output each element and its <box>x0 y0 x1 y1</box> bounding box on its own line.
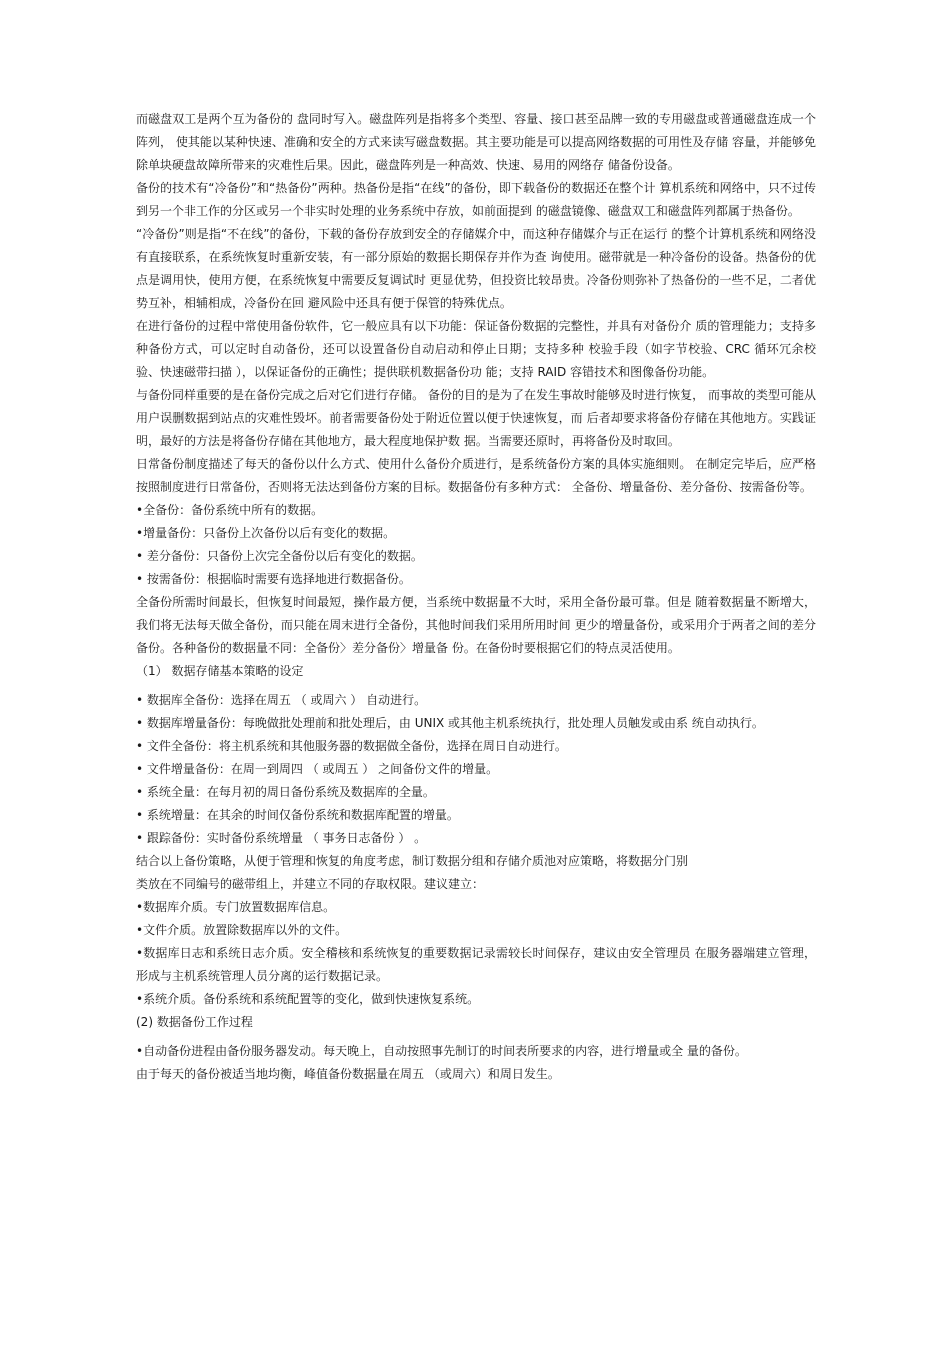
paragraph: 而磁盘双工是两个互为备份的 盘同时写入。磁盘阵列是指将多个类型、容量、接口甚至品牌一致的专用磁盘或普通磁盘连成一个阵列， 使其能以某种快速、准确和安全的方式来读写磁盘数据。其主要功能是可以提高网络数据的可用性及存储 容量，并能够免除单块硬盘故障所带来的灾难性后果。因此，磁盘阵列是一种高效、快速、易用的网络存 储备份设备。 <box>136 112 816 172</box>
list-item: （1） 数据存储基本策略的设定 <box>136 664 304 678</box>
list-item: • 按需备份：根据临时需要有选择地进行数据备份。 <box>136 572 411 586</box>
list-item: • 文件增量备份：在周一到周四 （ 或周五 ） 之间备份文件的增量。 <box>136 762 499 776</box>
list-item: • 差分备份：只备份上次完全备份以后有变化的数据。 <box>136 549 423 563</box>
list-item: • 系统增量：在其余的时间仅备份系统和数据库配置的增量。 <box>136 808 459 822</box>
list-item: (2) 数据备份工作过程 <box>136 1015 253 1029</box>
paragraph: 备份的技术有“冷备份”和“热备份”两种。热备份是指“在线”的备份，即下载备份的数据还在整个计 算机系统和网络中，只不过传到另一个非工作的分区或另一个非实时处理的业务系统中存放，如前面提到 的磁盘镜像、磁盘双工和磁盘阵列都属于热备份。 <box>136 181 816 218</box>
list-item: •数据库介质。专门放置数据库信息。 <box>136 900 336 914</box>
paragraph: “冷备份”则是指“不在线”的备份，下载的备份存放到安全的存储媒介中，而这种存储媒介与正在运行 的整个计算机系统和网络没有直接联系，在系统恢复时重新安装，有一部分原始的数据长期保存并作为查 询使用。磁带就是一种冷备份的设备。热备份的优点是调用快，使用方便，在系统恢复中需要反复调试时 更显优势，但投资比较昂贵。冷备份则弥补了热备份的一些不足，二者优势互补，相辅相成，冷备份在回 避风险中还具有便于保管的特殊优点。 <box>136 227 816 310</box>
paragraph: 在进行备份的过程中常使用备份软件，它一般应具有以下功能：保证备份数据的完整性，并具有对备份介 质的管理能力；支持多种备份方式，可以定时自动备份，还可以设置备份自动启动和停止日期；支持多种 校验手段（如字节校验、CRC 循环冗余校验、快速磁带扫描 ），以保证备份的正确性；提供联机数据备份功 能；支持 RAID 容错技术和图像备份功能。 <box>136 319 816 379</box>
list-item: 结合以上备份策略，从便于管理和恢复的角度考虑，制订数据分组和存储介质池对应策略，将数据分门别 <box>136 854 689 868</box>
paragraph: 日常备份制度描述了每天的备份以什么方式、使用什么备份介质进行，是系统备份方案的具体实施细则。 在制定完毕后，应严格按照制度进行日常备份，否则将无法达到备份方案的目标。数据备份有多种方式： 全备份、增量备份、差分备份、按需备份等。 <box>136 457 816 494</box>
list-item: •增量备份：只备份上次备份以后有变化的数据。 <box>136 526 396 540</box>
list-item: 类放在不同编号的磁带组上，并建立不同的存取权限。建议建立： <box>136 877 485 891</box>
paragraph: 全备份所需时间最长，但恢复时间最短，操作最方便，当系统中数据量不大时，采用全备份最可靠。但是 随着数据量不断增大，我们将无法每天做全备份，而只能在周末进行全备份，其他时间我们采用所用时间 更少的增量备份，或采用介于两者之间的差分备份。各种备份的数据量不同：全备份〉差分备份〉增量备 份。在备份时要根据它们的特点灵活使用。 <box>136 595 816 655</box>
list-item: •自动备份进程由备份服务器发动。每天晚上，自动按照事先制订的时间表所要求的内容，进行增量或全 量的备份。 <box>136 1044 747 1058</box>
list-item: • 数据库全备份：选择在周五 （ 或周六 ） 自动进行。 <box>136 693 427 707</box>
list-item: •文件介质。放置除数据库以外的文件。 <box>136 923 348 937</box>
list-item: • 文件全备份：将主机系统和其他服务器的数据做全备份，选择在周日自动进行。 <box>136 739 567 753</box>
list-item: • 系统全量：在每月初的周日备份系统及数据库的全量。 <box>136 785 435 799</box>
paragraph: 与备份同样重要的是在备份完成之后对它们进行存储。 备份的目的是为了在发生事故时能够及时进行恢复， 而事故的类型可能从用户误删数据到站点的灾难性毁坏。前者需要备份处于附近位置以便于快速恢复，而 后者却要求将备份存储在其他地方。实践证明，最好的方法是将备份存储在其他地方，最大程度地保护数 据。当需要还原时，再将备份及时取回。 <box>136 388 816 448</box>
list-item: • 跟踪备份：实时备份系统增量 （ 事务日志备份 ） 。 <box>136 831 427 845</box>
document-body <box>136 108 816 1086</box>
paragraph: •数据库日志和系统日志介质。安全稽核和系统恢复的重要数据记录需较长时间保存，建议由安全管理员 在服务器端建立管理，形成与主机系统管理人员分离的运行数据记录。 <box>136 946 816 983</box>
list-item: •全备份：备份系统中所有的数据。 <box>136 503 324 517</box>
paragraph: • 数据库增量备份：每晚做批处理前和批处理后，由 UNIX 或其他主机系统执行，批处理人员触发或由系 统自动执行。 <box>136 716 764 730</box>
list-item: 由于每天的备份被适当地均衡，峰值备份数据量在周五 （或周六）和周日发生。 <box>136 1067 560 1081</box>
list-item: •系统介质。备份系统和系统配置等的变化，做到快速恢复系统。 <box>136 992 480 1006</box>
